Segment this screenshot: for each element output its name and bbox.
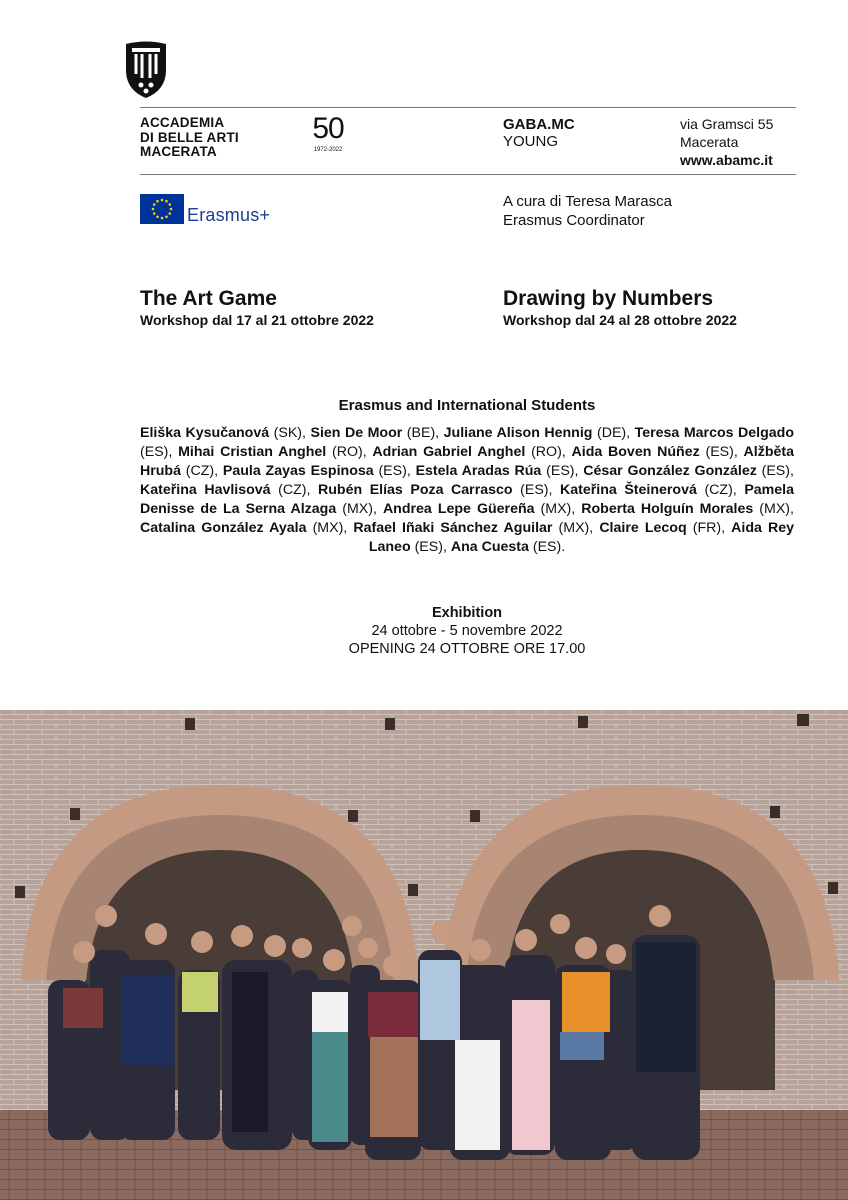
- student-entry: Alžběta Hrubá (CZ),: [140, 444, 794, 479]
- student-entry: Eliška Kysučanová (SK),: [140, 425, 311, 441]
- student-entry: Roberta Holguín Morales (MX),: [581, 501, 794, 517]
- student-country: (BE): [406, 425, 436, 441]
- student-entry: Aida Boven Núñez (ES),: [571, 444, 744, 460]
- student-country: (ES): [378, 463, 407, 479]
- header-divider-top: [140, 107, 796, 108]
- student-entry: Ana Cuesta (ES).: [450, 539, 566, 555]
- student-name: Rafael Iñaki Sánchez Aguilar: [353, 520, 553, 536]
- address-block: [680, 115, 773, 169]
- student-name: Mihai Cristian Anghel: [178, 444, 327, 460]
- exhibition-heading: Exhibition: [431, 605, 503, 621]
- gaba-title: GABA.MC: [503, 116, 575, 133]
- eu-star-icon: [161, 199, 164, 202]
- academy-name: [140, 116, 239, 160]
- student-name: Catalina González Ayala: [140, 520, 307, 536]
- gaba-block: [503, 116, 575, 150]
- eu-star-icon: [152, 208, 155, 211]
- eu-star-icon: [156, 215, 159, 218]
- student-entry: Kateřina Havlisová (CZ),: [140, 482, 319, 498]
- student-name: Paula Zayas Espinosa: [222, 463, 374, 479]
- student-country: (CZ): [704, 482, 733, 498]
- student-entry: Catalina González Ayala (MX),: [140, 520, 354, 536]
- curator-role: Erasmus Coordinator: [503, 212, 645, 229]
- student-country: (CZ): [185, 463, 215, 479]
- academy-line-1: ACCADEMIA: [140, 115, 225, 130]
- student-country: (FR): [692, 520, 722, 536]
- address-street: via Gramsci 55: [680, 116, 774, 132]
- student-entry: Andrea Lepe Güereña (MX),: [382, 501, 582, 517]
- student-name: Aida Boven Núñez: [571, 444, 700, 460]
- student-entry: Sien De Moor (BE),: [310, 425, 444, 441]
- student-name: Teresa Marcos Delgado: [634, 425, 794, 441]
- student-name: Sien De Moor: [310, 425, 403, 441]
- student-entry: Claire Lecoq (FR),: [599, 520, 732, 536]
- student-country: (ES): [761, 463, 790, 479]
- erasmus-plus-label: Erasmus+: [187, 205, 271, 225]
- website-link[interactable]: www.abamc.it: [680, 152, 773, 168]
- academy-line-3: MACERATA: [140, 144, 217, 159]
- student-country: (ES): [414, 539, 443, 555]
- student-name: Kateřina Havlisová: [140, 482, 271, 498]
- student-entry: Estela Aradas Rúa (ES),: [415, 463, 584, 479]
- student-country: (RO): [531, 444, 562, 460]
- student-entry: Kateřina Šteinerová (CZ),: [560, 482, 745, 498]
- exhibition-dates: 24 ottobre - 5 novembre 2022: [371, 623, 563, 639]
- student-name: Ana Cuesta: [450, 539, 529, 555]
- student-country: (ES): [705, 444, 734, 460]
- student-country: (SK): [273, 425, 303, 441]
- eu-star-icon: [165, 200, 168, 203]
- student-name: Roberta Holguín Morales: [581, 501, 754, 517]
- eu-star-icon: [161, 217, 164, 220]
- exhibition-block: [140, 604, 794, 658]
- student-country: (ES): [532, 539, 562, 555]
- student-name: Claire Lecoq: [599, 520, 687, 536]
- gaba-subtitle: YOUNG: [503, 133, 559, 150]
- eu-star-icon: [153, 212, 156, 215]
- address-city: Macerata: [680, 134, 739, 150]
- eu-star-icon: [156, 200, 159, 203]
- student-name: Eliška Kysučanová: [140, 425, 270, 441]
- workshop-title: Drawing by Numbers: [503, 287, 714, 310]
- group-photo: [0, 710, 848, 1200]
- workshop-title: The Art Game: [140, 287, 277, 310]
- student-country: (RO): [331, 444, 363, 460]
- student-country: (MX): [540, 501, 572, 517]
- anniversary-number: 50: [312, 112, 344, 145]
- student-country: (MX): [312, 520, 344, 536]
- eu-flag-icon: [140, 194, 184, 224]
- student-entry: Rubén Elías Poza Carrasco (ES),: [318, 482, 560, 498]
- student-country: (ES): [520, 482, 549, 498]
- student-entry: Teresa Marcos Delgado (ES),: [140, 425, 794, 460]
- student-country: (ES): [546, 463, 575, 479]
- eu-star-icon: [165, 215, 168, 218]
- academy-logo: [124, 40, 168, 100]
- exhibition-opening: OPENING 24 OTTOBRE ORE 17.00: [348, 641, 586, 657]
- workshop-art-game: [140, 286, 374, 329]
- eu-star-icon: [153, 203, 156, 206]
- eu-star-icon: [168, 212, 171, 215]
- student-country: (MX): [342, 501, 373, 517]
- header-divider-bottom: [140, 174, 796, 175]
- student-entry: Mihai Cristian Anghel (RO),: [178, 444, 373, 460]
- students-list: [140, 424, 794, 557]
- student-name: Rubén Elías Poza Carrasco: [318, 482, 513, 498]
- student-name: César González González: [583, 463, 757, 479]
- workshop-drawing-by-numbers: [503, 286, 737, 329]
- student-name: Kateřina Šteinerová: [560, 482, 697, 498]
- student-name: Juliane Alison Hennig: [443, 425, 593, 441]
- student-name: Estela Aradas Rúa: [415, 463, 542, 479]
- student-country: (MX): [759, 501, 791, 517]
- student-name: Andrea Lepe Güereña: [382, 501, 535, 517]
- student-country: (CZ): [278, 482, 307, 498]
- student-name: Adrian Gabriel Anghel: [372, 444, 526, 460]
- anniversary-mark: [306, 114, 350, 154]
- workshop-dates: Workshop dal 24 al 28 ottobre 2022: [503, 312, 737, 328]
- student-entry: Pamela Denisse de La Serna Alzaga (MX),: [140, 482, 795, 517]
- student-country: (DE): [596, 425, 627, 441]
- student-entry: César González González (ES),: [583, 463, 794, 479]
- workshop-dates: Workshop dal 17 al 21 ottobre 2022: [140, 312, 374, 328]
- student-country: (MX): [558, 520, 590, 536]
- student-entry: Adrian Gabriel Anghel (RO),: [372, 444, 572, 460]
- academy-line-2: DI BELLE ARTI: [140, 129, 239, 145]
- student-name: Pamela Denisse de La Serna Alzaga: [140, 482, 795, 517]
- students-heading: Erasmus and International Students: [338, 397, 596, 414]
- student-name: Alžběta Hrubá: [140, 444, 794, 479]
- curator-name: A cura di Teresa Marasca: [503, 193, 672, 210]
- student-country: (ES): [140, 444, 169, 460]
- anniversary-years: 1972-2022: [313, 147, 343, 153]
- curator-block: [503, 192, 672, 230]
- student-name: Aida Rey Laneo: [368, 520, 795, 555]
- eu-star-icon: [168, 203, 171, 206]
- student-entry: Juliane Alison Hennig (DE),: [443, 425, 635, 441]
- eu-star-icon: [170, 208, 173, 211]
- student-entry: Rafael Iñaki Sánchez Aguilar (MX),: [353, 520, 600, 536]
- student-entry: Aida Rey Laneo (ES),: [368, 520, 795, 555]
- student-entry: Paula Zayas Espinosa (ES),: [222, 463, 416, 479]
